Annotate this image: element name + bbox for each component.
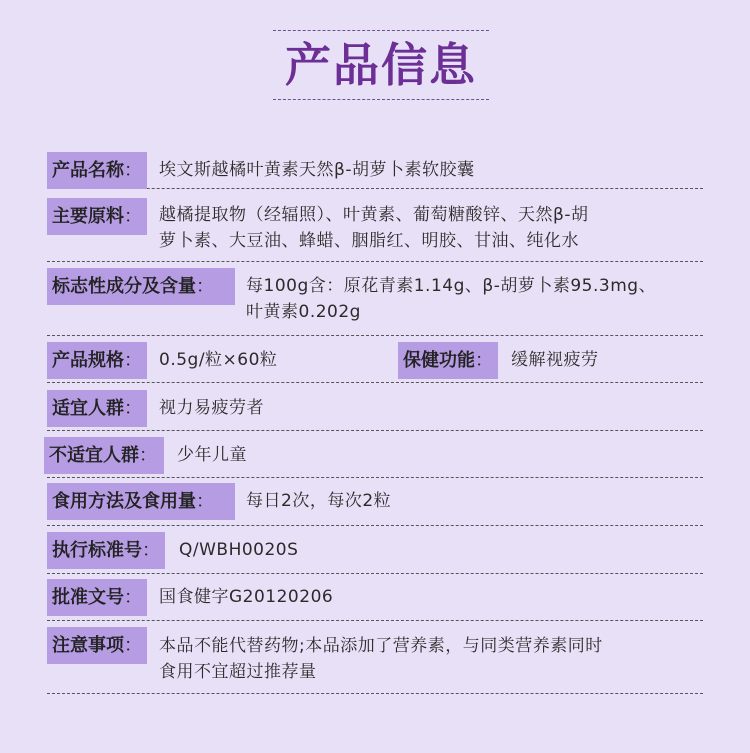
page-title: 产品信息: [285, 38, 477, 92]
label-unsuitable: [44, 437, 164, 474]
label-text: 产品名称: [52, 160, 124, 181]
info-row-product-name: [47, 152, 703, 189]
info-row-suitable: [47, 390, 703, 431]
label-text: 产品规格: [52, 350, 124, 371]
value-standard: Q/WBH0020S: [179, 540, 299, 560]
value-notes-line2: 食用不宜超过推荐量: [159, 662, 317, 682]
value-key-components-line1: 每100g含：原花青素1.14g、β-胡萝卜素95.3mg、: [246, 276, 657, 296]
info-row-key-components: [47, 268, 703, 336]
value-product-name: 埃文斯越橘叶黄素天然β-胡萝卜素软胶囊: [159, 160, 475, 180]
label-text: 批准文号: [52, 587, 124, 608]
label-key-components: [47, 268, 235, 305]
label-colon: ：: [124, 398, 142, 419]
label-colon: ：: [124, 160, 142, 181]
value-ingredients-line2: 萝卜素、大豆油、蜂蜡、胭脂红、明胶、甘油、纯化水: [159, 231, 579, 251]
label-colon: ：: [475, 350, 493, 371]
label-colon: ：: [124, 635, 142, 656]
label-notes: [47, 627, 147, 664]
label-approval: [47, 579, 147, 616]
info-row-approval: [47, 579, 703, 621]
value-unsuitable: 少年儿童: [177, 445, 247, 465]
label-colon: ：: [139, 445, 157, 466]
label-colon: ：: [124, 587, 142, 608]
info-row-dosage: [47, 483, 703, 526]
label-text: 食用方法及食用量: [52, 491, 196, 512]
info-row-spec-function: [47, 342, 703, 383]
value-suitable: 视力易疲劳者: [159, 398, 264, 418]
value-function: 缓解视疲劳: [511, 350, 599, 370]
info-row-notes: [47, 627, 703, 694]
title-frame: [273, 30, 489, 100]
value-spec: 0.5g/粒×60粒: [159, 350, 278, 370]
label-text: 适宜人群: [52, 398, 124, 419]
label-colon: ：: [124, 350, 142, 371]
label-ingredients: [47, 198, 147, 235]
label-text: 标志性成分及含量: [52, 276, 196, 297]
label-text: 保健功能: [403, 350, 475, 371]
label-colon: ：: [196, 276, 214, 297]
label-text: 主要原料: [52, 206, 124, 227]
label-function: [398, 342, 498, 379]
label-standard: [47, 532, 165, 569]
label-text: 执行标准号: [52, 540, 142, 561]
info-row-ingredients: [47, 198, 703, 262]
label-spec: [47, 342, 147, 379]
value-notes-line1: 本品不能代替药物;本品添加了营养素，与同类营养素同时: [159, 636, 603, 656]
label-text: 注意事项: [52, 635, 124, 656]
label-colon: ：: [124, 206, 142, 227]
label-colon: ：: [196, 491, 214, 512]
label-colon: ：: [142, 540, 160, 561]
value-ingredients-line1: 越橘提取物（经辐照）、叶黄素、葡萄糖酸锌、天然β-胡: [159, 205, 589, 225]
label-product-name: [47, 152, 147, 189]
info-row-unsuitable: [47, 437, 703, 478]
value-approval: 国食健字G20120206: [159, 587, 334, 607]
label-suitable: [47, 390, 147, 427]
info-row-standard: [47, 532, 703, 574]
label-text: 不适宜人群: [49, 445, 139, 466]
value-dosage: 每日2次，每次2粒: [246, 491, 392, 511]
label-dosage: [47, 483, 235, 520]
value-key-components-line2: 叶黄素0.202g: [246, 302, 361, 322]
